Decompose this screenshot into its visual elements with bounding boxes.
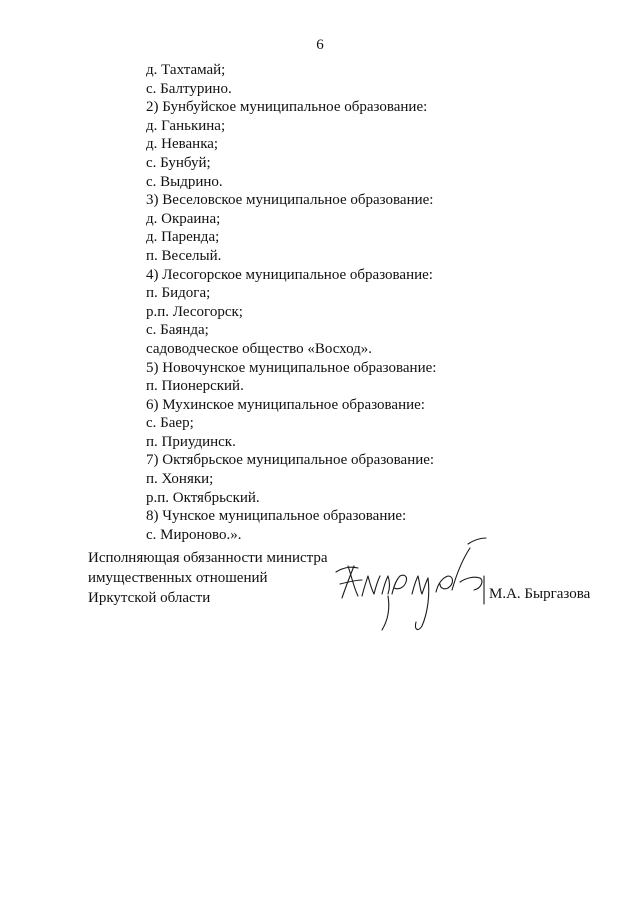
- list-item: п. Приудинск.: [146, 433, 236, 450]
- signatory-name: М.А. Быргазова: [489, 586, 591, 602]
- list-item: с. Бунбуй;: [146, 154, 211, 171]
- signatory-title-line: Исполняющая обязанности министра: [88, 550, 328, 566]
- list-item: с. Выдрино.: [146, 173, 223, 190]
- list-item: 2) Бунбуйское муниципальное образование:: [146, 99, 428, 116]
- list-item: д. Ганькина;: [146, 117, 226, 134]
- list-item: п. Веселый.: [146, 247, 222, 264]
- list-item: д. Неванка;: [146, 136, 219, 153]
- signatory-title-line: имущественных отношений: [88, 570, 268, 586]
- page-number: 6: [316, 37, 324, 53]
- list-item: р.п. Октябрьский.: [146, 489, 260, 506]
- list-item: 8) Чунское муниципальное образование:: [146, 508, 407, 525]
- list-item: 7) Октябрьское муниципальное образование:: [146, 452, 435, 469]
- list-item: 4) Лесогорское муниципальное образование:: [146, 266, 433, 283]
- list-item: д. Тахтамай;: [146, 62, 226, 78]
- signatory-title: [88, 548, 328, 608]
- list-item: с. Балтурино.: [146, 80, 232, 97]
- settlement-list: [146, 61, 436, 544]
- list-item: с. Баер;: [146, 415, 194, 432]
- list-item: 3) Веселовское муниципальное образование:: [146, 192, 434, 209]
- list-item: с. Мироново.».: [146, 526, 242, 543]
- handwritten-signature: [328, 536, 498, 636]
- list-item: 6) Мухинское муниципальное образование:: [146, 396, 425, 413]
- list-item: п. Хоняки;: [146, 471, 214, 488]
- signatory-title-line: Иркутской области: [88, 590, 211, 606]
- list-item: д. Окраина;: [146, 210, 221, 227]
- list-item: 5) Новочунское муниципальное образование:: [146, 359, 437, 376]
- list-item: д. Паренда;: [146, 229, 220, 246]
- list-item: р.п. Лесогорск;: [146, 303, 243, 320]
- list-item: п. Бидога;: [146, 285, 211, 302]
- list-item: п. Пионерский.: [146, 378, 244, 395]
- list-item: с. Баянда;: [146, 322, 209, 339]
- list-item: садоводческое общество «Восход».: [146, 340, 373, 357]
